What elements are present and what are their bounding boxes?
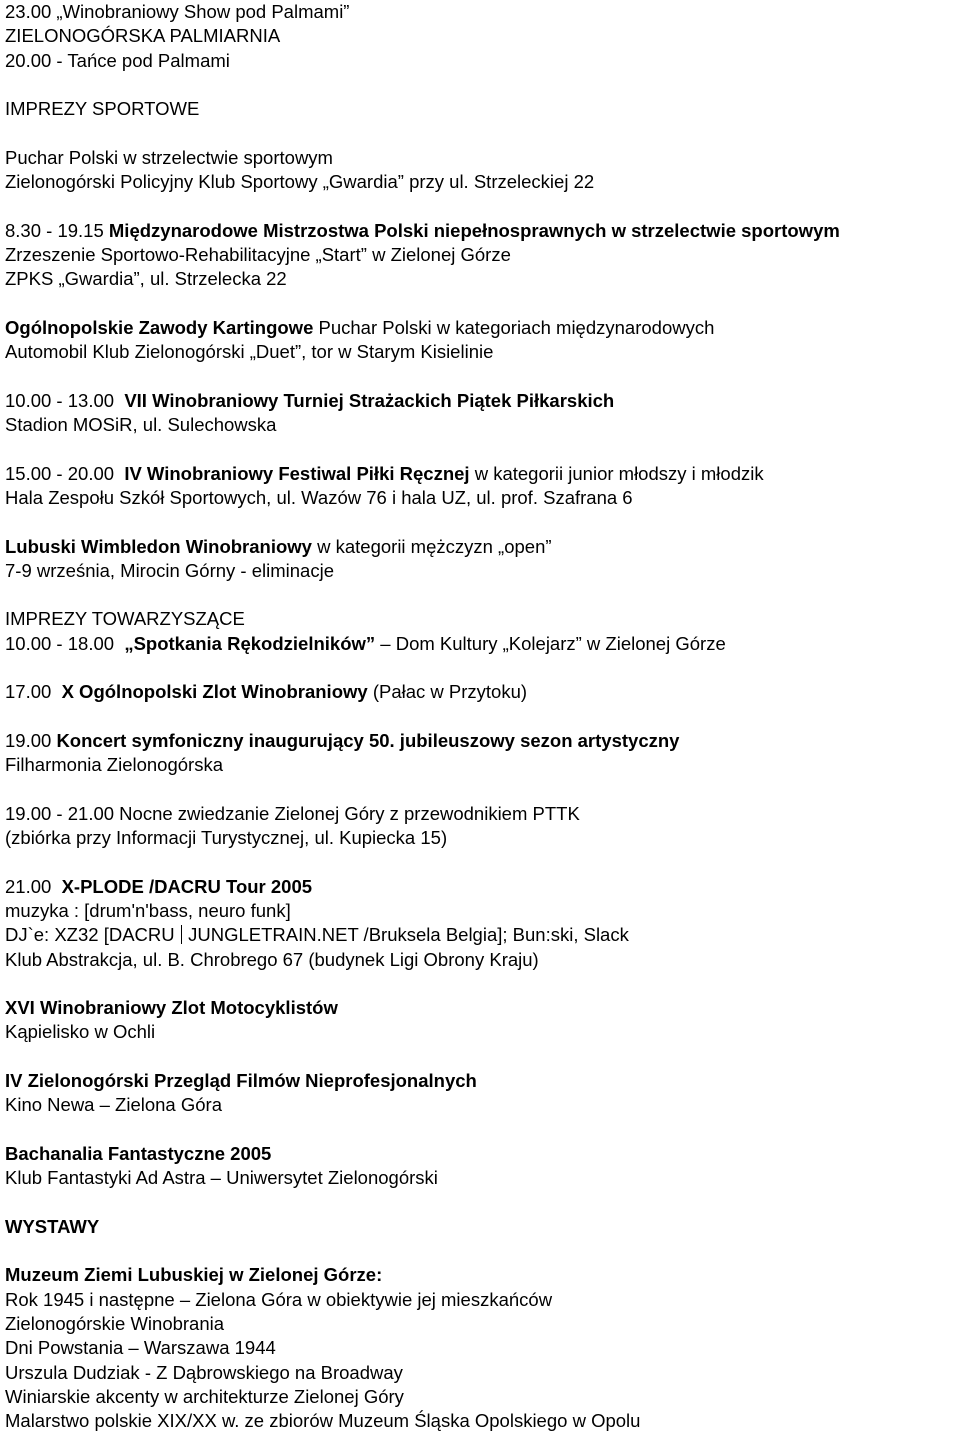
towarzyszace-heading: IMPREZY TOWARZYSZĄCE <box>5 608 245 630</box>
bachanalia-title-line <box>5 1142 960 1166</box>
karting-rest: Puchar Polski w kategoriach międzynarodowych <box>318 316 715 338</box>
wystawa-item: Zielonogórskie Winobrania <box>5 1313 225 1335</box>
reczna-place: Hala Zespołu Szkół Sportowych, ul. Wazów 76 i hala UZ, ul. prof. Szafrana 6 <box>5 486 633 508</box>
mistrzostwa-place: ZPKS „Gwardia”, ul. Strzelecka 22 <box>5 268 287 290</box>
rekodz-place: – Dom Kultury „Kolejarz” w Zielonej Górze <box>380 632 726 654</box>
tance-line: 20.00 - Tańce pod Palmami <box>5 49 230 71</box>
document-page <box>5 0 960 1434</box>
xplode-dj-a: DJ`e: XZ32 [DACRU <box>5 924 175 946</box>
filmy-title-line <box>5 1069 960 1093</box>
wimbledon-line <box>5 535 960 559</box>
rekodz-time: 10.00 - 18.00 <box>5 632 115 654</box>
wystawy-heading-line <box>5 1215 960 1239</box>
xplode-line <box>5 875 960 899</box>
wystawa-item: Dni Powstania – Warszawa 1944 <box>5 1337 276 1359</box>
strazak-line <box>5 389 960 413</box>
reczna-time: 15.00 - 20.00 <box>5 462 115 484</box>
wystawa-item: Malarstwo polskie XIX/XX w. ze zbiorów Muzeum Śląska Opolskiego w Opolu <box>5 1410 641 1432</box>
wimbledon-place: 7-9 września, Mirocin Górny - eliminacje <box>5 559 334 581</box>
muzeum-title-line <box>5 1263 960 1287</box>
filmy-place: Kino Newa – Zielona Góra <box>5 1094 222 1116</box>
xplode-music: muzyka : [drum'n'bass, neuro funk] <box>5 899 291 921</box>
karting-line <box>5 316 960 340</box>
puchar-title: Puchar Polski w strzelectwie sportowym <box>5 146 333 168</box>
reczna-title: IV Winobraniowy Festiwal Piłki Ręcznej <box>124 462 470 484</box>
moto-place: Kąpielisko w Ochli <box>5 1021 156 1043</box>
wimbledon-title: Lubuski Wimbledon Winobraniowy <box>5 535 312 557</box>
wimbledon-rest: w kategorii mężczyzn „open” <box>317 535 552 557</box>
xplode-dj-b: JUNGLETRAIN.NET /Bruksela Belgia]; Bun:ski, Slack <box>188 924 629 946</box>
puchar-place: Zielonogórski Policyjny Klub Sportowy „Gwardia” przy ul. Strzeleckiej 22 <box>5 171 595 193</box>
koncert-time: 19.00 <box>5 729 52 751</box>
palmiarnia-line: ZIELONOGÓRSKA PALMIARNIA <box>5 25 281 47</box>
wystawy-heading: WYSTAWY <box>5 1215 100 1237</box>
karting-title: Ogólnopolskie Zawody Kartingowe <box>5 316 314 338</box>
xplode-time: 21.00 <box>5 875 52 897</box>
nocne-place: (zbiórka przy Informacji Turystycznej, ul. Kupiecka 15) <box>5 827 448 849</box>
zlot-place: (Pałac w Przytoku) <box>372 681 528 703</box>
strazak-place: Stadion MOSiR, ul. Sulechowska <box>5 414 277 436</box>
sport-heading: IMPREZY SPORTOWE <box>5 98 200 120</box>
mistrzostwa-time: 8.30 - 19.15 <box>5 219 104 241</box>
xplode-title: X-PLODE /DACRU Tour 2005 <box>61 875 313 897</box>
filmy-title: IV Zielonogórski Przegląd Filmów Nieprofesjonalnych <box>5 1070 477 1092</box>
bachanalia-title: Bachanalia Fantastyczne 2005 <box>5 1142 272 1164</box>
koncert-place: Filharmonia Zielonogórska <box>5 754 223 776</box>
zlot-time: 17.00 <box>5 681 52 703</box>
muzeum-title: Muzeum Ziemi Lubuskiej w Zielonej Górze: <box>5 1264 383 1286</box>
zlot-title: X Ogólnopolski Zlot Winobraniowy <box>61 681 368 703</box>
zlot-line <box>5 680 960 704</box>
winobranie-show-line: 23.00 „Winobraniowy Show pod Palmami” <box>5 1 350 22</box>
bachanalia-place: Klub Fantastyki Ad Astra – Uniwersytet Zielonogórski <box>5 1167 438 1189</box>
strazak-title: VII Winobraniowy Turniej Strażackich Piątek Piłkarskich <box>124 389 615 411</box>
xplode-place: Klub Abstrakcja, ul. B. Chrobrego 67 (budynek Ligi Obrony Kraju) <box>5 948 539 970</box>
koncert-line <box>5 729 960 753</box>
wystawa-item: Urszula Dudziak - Z Dąbrowskiego na Broadway <box>5 1361 403 1383</box>
rekodz-title: „Spotkania Rękodzielników” <box>124 632 376 654</box>
mistrzostwa-title: Międzynarodowe Mistrzostwa Polski niepełnosprawnych w strzelectwie sportowym <box>108 219 840 241</box>
strazak-time: 10.00 - 13.00 <box>5 389 115 411</box>
vertical-bar-separator <box>181 925 183 944</box>
reczna-rest: w kategorii junior młodszy i młodzik <box>474 462 764 484</box>
reczna-line <box>5 462 960 486</box>
nocne-line: 19.00 - 21.00 Nocne zwiedzanie Zielonej Góry z przewodnikiem PTTK <box>5 802 580 824</box>
mistrzostwa-line <box>5 219 960 243</box>
xplode-dj-line <box>5 923 960 947</box>
moto-title-line <box>5 996 960 1020</box>
mistrzostwa-org: Zrzeszenie Sportowo-Rehabilitacyjne „Start” w Zielonej Górze <box>5 243 511 265</box>
karting-place: Automobil Klub Zielonogórski „Duet”, tor w Starym Kisielinie <box>5 341 494 363</box>
rekodz-line <box>5 632 960 656</box>
koncert-title: Koncert symfoniczny inaugurujący 50. jubileuszowy sezon artystyczny <box>56 729 680 751</box>
moto-title: XVI Winobraniowy Zlot Motocyklistów <box>5 997 338 1019</box>
wystawa-item: Winiarskie akcenty w architekturze Zielonej Góry <box>5 1385 404 1407</box>
wystawa-item: Rok 1945 i następne – Zielona Góra w obiektywie jej mieszkańców <box>5 1288 553 1310</box>
